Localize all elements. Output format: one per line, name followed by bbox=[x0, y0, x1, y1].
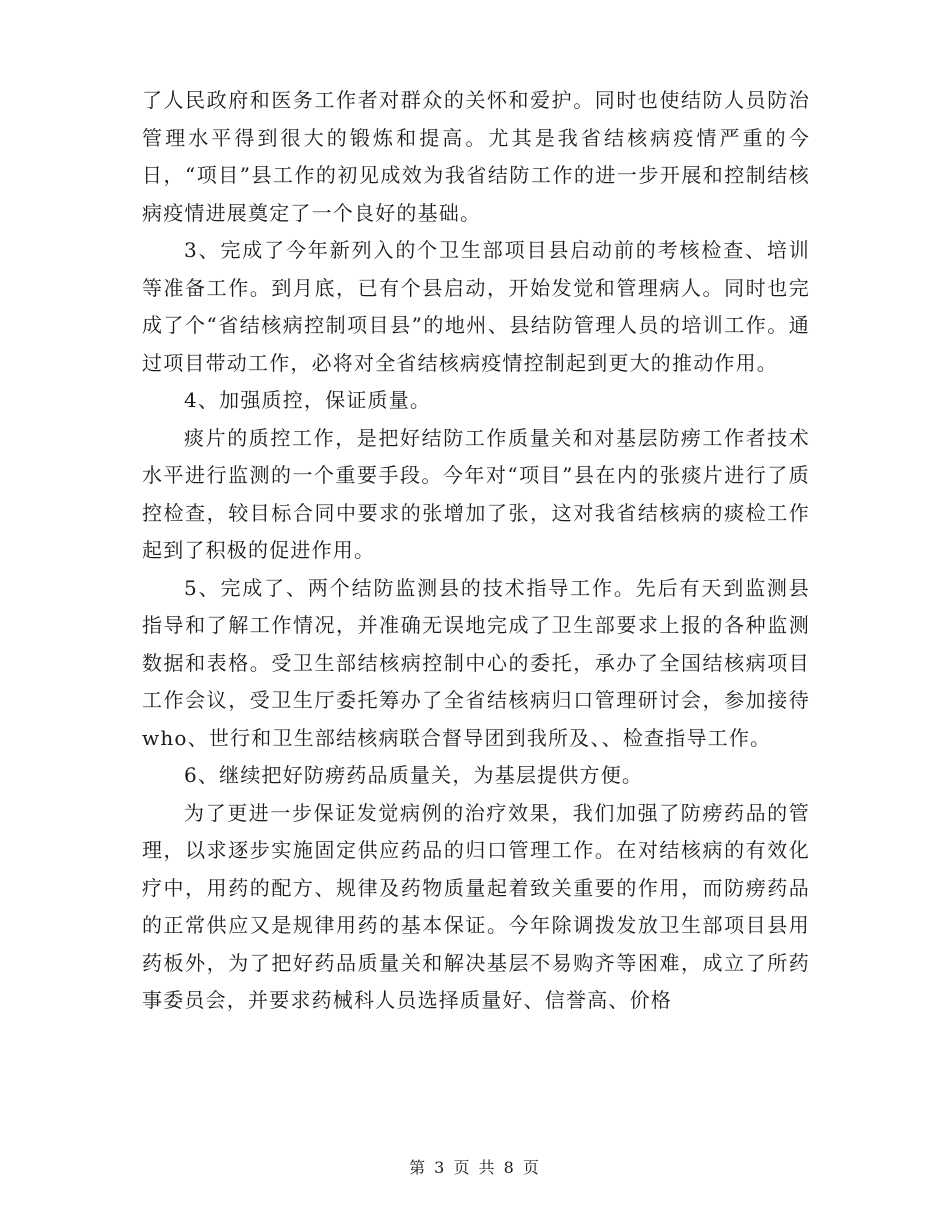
paragraph-7: 为了更进一步保证发觉病例的治疗效果，我们加强了防痨药品的管理，以求逐步实施固定供应药品的归口管理工作。在对结核病的有效化疗中，用药的配方、规律及药物质量起着致关重要的作用，而防痨药品的正常供应又是规律用药的基本保证。今年除调拨发放卫生部项目县用药板外，为了把好药品质量关和解决基层不易购齐等困难，成立了所药事委员会，并要求药械科人员选择质量好、信誉高、价格 bbox=[142, 800, 810, 1012]
paragraph-6-heading: 6、继续把好防痨药品质量关，为基层提供方便。 bbox=[184, 763, 644, 787]
paragraph-1: 了人民政府和医务工作者对群众的关怀和爱护。同时也使结防人员防治管理水平得到很大的锻炼和提高。尤其是我省结核病疫情严重的今日，“项目”县工作的初见成效为我省结防工作的进一步开展和控制结核病疫情进展奠定了一个良好的基础。 bbox=[142, 88, 810, 225]
paragraph-4: 痰片的质控工作，是把好结防工作质量关和对基层防痨工作者技术水平进行监测的一个重要手段。今年对“项目”县在内的张痰片进行了质控检查，较目标合同中要求的张增加了张，这对我省结核病的痰检工作起到了积极的促进作用。 bbox=[142, 425, 810, 562]
body-text bbox=[142, 82, 810, 1020]
paragraph-5: 5、完成了、两个结防监测县的技术指导工作。先后有天到监测县指导和了解工作情况，并准确无误地完成了卫生部要求上报的各种监测数据和表格。受卫生部结核病控制中心的委托，承办了全国结核病项目工作会议，受卫生厅委托筹办了全省结核病归口管理研讨会，参加接待who、世行和卫生部结核病联合督导团到我所及、、检查指导工作。 bbox=[142, 575, 810, 750]
paragraph-2: 3、完成了今年新列入的个卫生部项目县启动前的考核检查、培训等准备工作。到月底，已有个县启动，开始发觉和管理病人。同时也完成了个“省结核病控制项目县”的地州、县结防管理人员的培训工作。通过项目带动工作，必将对全省结核病疫情控制起到更大的推动作用。 bbox=[142, 238, 810, 375]
paragraph-3-heading: 4、加强质控，保证质量。 bbox=[184, 388, 432, 412]
page-number-footer: 第 3 页 共 8 页 bbox=[409, 1158, 541, 1177]
